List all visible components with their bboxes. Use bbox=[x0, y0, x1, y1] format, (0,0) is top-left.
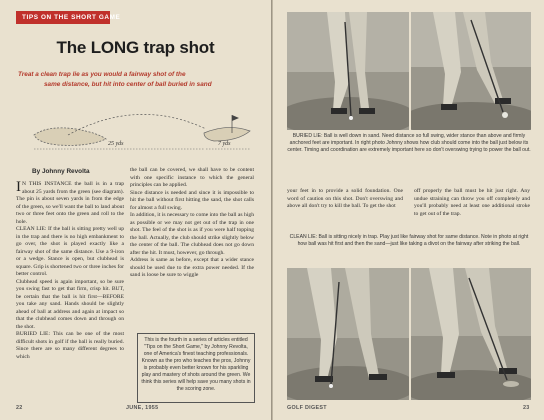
golfer-photo-image bbox=[411, 268, 531, 400]
golfer-photo-image bbox=[287, 12, 409, 130]
right-page bbox=[273, 0, 544, 420]
paragraph: Address is same as before, except that a wider stance should be used due to the extra power needed. If the sand is loose be sure to wiggle bbox=[130, 257, 254, 278]
paragraph: Since distance is needed and since it is impossible to hit the ball without first hitting the sand, the shot calls for almost a full swing. bbox=[130, 189, 254, 211]
right-column-1: your feet in to provide a solid foundation. One word of caution on this shot. Don't overswing and above all don't try to kill the ball. To get the shot bbox=[287, 188, 403, 209]
photo-buried-lie-address bbox=[287, 12, 409, 130]
series-note-box: This is the fourth in a series of articles entitled "Tips on the Short Game," by Johnny Revolta, one of America's finest teaching professionals. Known as the pro who teaches the pros, Johnny is probably even better known for his sparkling play and mastery of shots around the green. We think this series will help save you many shots in the scoring zone. bbox=[137, 333, 255, 403]
paragraph bbox=[16, 181, 124, 226]
caption-clean-lie: CLEAN LIE: Ball is sitting nicely in trap. Play just like fairway shot for same distance. Note in photo at right how ball was hit first and then the sand—just like taking a divot on the fairway after striking the ball. bbox=[289, 234, 529, 247]
right-column-2: off properly the ball must be hit just right. Any undue straining can throw you off completely and you'll probably need at least one additional stroke to get out of the trap. bbox=[414, 188, 530, 217]
paragraph: the ball can be covered, we shall have to be content with one specific instance to which the general principles can be applied. bbox=[130, 167, 254, 188]
left-page bbox=[0, 0, 271, 420]
caption-buried-lie: BURIED LIE: Ball is well down in sand. Need distance so full swing, wider stance than above and firmly anchored feet are important. In right photo Johnny shows how club should come into the ball just below its center. Timing and coordination are extremely important here so don't overswing trying to power the ball out. bbox=[287, 133, 531, 153]
section-label: TIPS ON THE SHORT GAME bbox=[22, 14, 121, 21]
paragraph: BURIED LIE: This can be one of the most difficult shots in golf if the ball is really buried. Since there are so many different degrees to which bbox=[16, 331, 124, 360]
section-label-bar bbox=[16, 11, 121, 24]
issue-date: JUNE, 1955 bbox=[126, 405, 159, 411]
golfer-photo-image bbox=[411, 12, 531, 130]
article-title: The LONG trap shot bbox=[56, 38, 215, 57]
golfer-photo-image bbox=[287, 268, 409, 400]
deck-line-1: Treat a clean trap lie as you would a fairway shot of the bbox=[18, 71, 186, 78]
photo-buried-lie-impact bbox=[411, 12, 531, 130]
page-number-left: 22 bbox=[16, 405, 23, 411]
photo-clean-lie-address bbox=[287, 268, 409, 400]
paragraph: In addition, it is necessary to come into the ball as high as possible or we may not get out of the trap in one shot. The feel of the shot is as if you were half topping the ball. Actually, the club should strike slightly below the center of the ball. The clubhead does not go down after the hit. It must, however, go through. bbox=[130, 212, 254, 256]
photo-clean-lie-impact bbox=[411, 268, 531, 400]
diagram-label-distance: 25 yds bbox=[108, 141, 124, 147]
deck-line-2: same distance, but hit into center of ball buried in sand bbox=[44, 81, 212, 88]
diagram-label-pin: 7 yds bbox=[218, 141, 231, 147]
page-number-right: 23 bbox=[523, 405, 530, 411]
trap-diagram bbox=[28, 95, 254, 153]
paragraph-text: N THIS INSTANCE the ball is in a trap about 25 yards from the green (see diagram). The pin is about seven yards in from the edge of the green, so we'll want the ball to land about two or three feet onto the green and roll to the hole. bbox=[16, 181, 124, 225]
paragraph: Clubhead speed is again important, so be sure you swing fast to get that firm, crisp hit. BUT, be certain that the ball is hit first—BEFORE you take any sand. Hands should be slightly ahead of ball at address and again at impact so that the clubhead comes down and through on the shot. bbox=[16, 278, 124, 330]
left-column-2 bbox=[130, 167, 254, 280]
magazine-name: GOLF DIGEST bbox=[287, 405, 327, 411]
byline: By Johnny Revolta bbox=[32, 168, 90, 175]
drop-cap: I bbox=[16, 179, 21, 195]
paragraph: CLEAN LIE: If the ball is sitting pretty well up in the trap and there is no high embankment to go over, the shot is played exactly like a fairway shot of the same distance. Use a 9-iron or a wedge. Stance is open, but clubhead is square. Grip is shortened two or three inches for better control. bbox=[16, 226, 124, 277]
left-column-1 bbox=[16, 181, 124, 361]
